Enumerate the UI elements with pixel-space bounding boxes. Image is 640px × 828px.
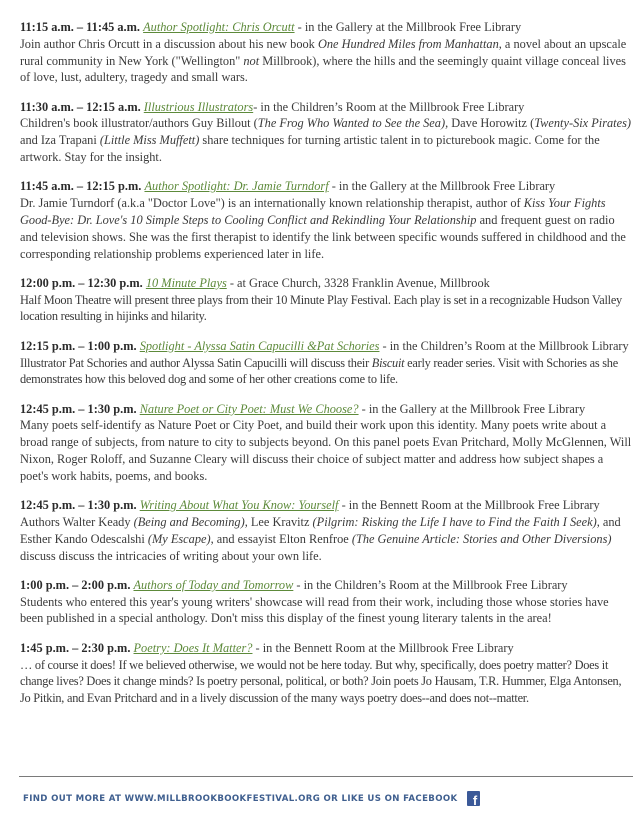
event-description — [20, 594, 632, 628]
book-title: (Pilgrim: Risking the Life I have to Find the Faith I Seek) — [312, 514, 597, 529]
description-text: Many poets self-identify as Nature Poet or City Poet, and build their work upon this identity. Many poets write about a broad range of subjects, from nature to city to subjects beyond. On this panel poets Evan Pritchard, Molly McGlennen, Will Nixon, Roger Roloff, and Suzanne Cleary will discuss their choice of subject matter and address how subject shapes a poet's work habits, poems, and books. — [20, 418, 632, 483]
event-entry — [20, 99, 632, 166]
event-header — [20, 640, 632, 657]
event-time: 12:45 p.m. – 1:30 p.m. — [20, 498, 137, 513]
event-location: - in the Children’s Room at the Millbrook Free Library — [253, 99, 525, 114]
event-location: - in the Gallery at the Millbrook Free Library — [294, 20, 522, 34]
event-description — [20, 36, 632, 86]
book-title: Biscuit — [371, 355, 405, 370]
event-location: - in the Bennett Room at the Millbrook Free Library — [338, 498, 600, 513]
event-entry — [20, 640, 632, 707]
description-text: Dr. Jamie Turndorf (a.k.a "Doctor Love") is an internationally known relationship therapist, author of — [20, 196, 524, 211]
event-time: 11:15 a.m. – 11:45 a.m. — [20, 20, 141, 34]
description-text: and frequent guest on radio and television shows. She was the first therapist to identify the link between specific wounds suffered in childhood and the corresponding relationship problems experienced later in life. — [20, 212, 626, 261]
description-text: early reader series. Visit with Schories as she demonstrates how this beloved dog and some of her other creations come to life. — [20, 355, 618, 387]
book-title: The Frog Who Wanted to See the Sea), — [257, 116, 449, 131]
event-header — [20, 275, 632, 292]
event-time: 11:30 a.m. – 12:15 a.m. — [20, 99, 141, 114]
book-title: Twenty-Six Pirates) — [534, 116, 632, 131]
description-text: Children's book illustrator/authors Guy Billout ( — [20, 116, 258, 131]
description-text: Millbrook), where the hills and the seemingly quaint village conceal lives of love, lust, adultery, tragedy and small wars. — [20, 53, 626, 85]
event-description — [20, 355, 632, 389]
description-text: Authors Walter Keady — [20, 514, 134, 529]
event-time: 12:15 p.m. – 1:00 p.m. — [20, 338, 137, 353]
description-text: share techniques for turning artistic talent in to picturebook magic. Come for the artwork. Stay for the insight. — [20, 133, 600, 165]
event-description — [20, 657, 632, 707]
event-location: - in the Children’s Room at the Millbrook Free Library — [293, 577, 568, 592]
event-title-link[interactable]: Poetry: Does It Matter? — [133, 640, 253, 655]
event-header — [20, 401, 632, 418]
facebook-glyph: f — [472, 793, 478, 808]
event-time: 1:45 p.m. – 2:30 p.m. — [20, 640, 131, 655]
book-title: (Being and Becoming) — [133, 514, 245, 529]
event-time: 11:45 a.m. – 12:15 p.m. — [20, 179, 142, 194]
footer — [23, 791, 480, 806]
event-title-link[interactable]: Author Spotlight: Dr. Jamie Turndorf — [144, 179, 329, 194]
event-header — [20, 497, 632, 514]
event-title-link[interactable]: 10 Minute Plays — [145, 275, 227, 290]
event-location: - in the Bennett Room at the Millbrook Free Library — [252, 640, 514, 655]
event-title-link[interactable]: Authors of Today and Tomorrow — [133, 577, 294, 592]
description-text: Illustrator Pat Schories and author Alyssa Satin Capucilli will discuss their — [20, 355, 372, 370]
book-title: One Hundred Miles from Manhattan — [317, 36, 499, 51]
event-description — [20, 417, 632, 484]
event-description — [20, 195, 632, 262]
book-title: Kiss Your Fights Good-Bye: Dr. Love's 10 Simple Steps to Cooling Conflict and Rekindling Your Relationship — [20, 196, 606, 227]
event-entry — [20, 497, 632, 564]
event-title-link[interactable]: Nature Poet or City Poet: Must We Choose? — [139, 401, 359, 416]
footer-text: FIND OUT MORE AT WWW.MILLBROOKBOOKFESTIVAL.ORG OR LIKE US ON FACEBOOK — [23, 793, 458, 804]
description-text: Join author Chris Orcutt in a discussion about his new book — [20, 36, 318, 51]
description-text: Half Moon Theatre will present three plays from their 10 Minute Play Festival. Each play is set in a recognizable Hudson Valley location resulting in hijinks and hilarity. — [20, 292, 622, 324]
facebook-icon[interactable] — [467, 791, 480, 806]
event-time: 1:00 p.m. – 2:00 p.m. — [20, 577, 134, 592]
event-header — [20, 19, 632, 36]
description-text: Students who entered this year's young writers' showcase will read from their work, including those whose stories have been published in a special anthology. Don't miss this display of the finest young literary talents in the area! — [20, 594, 609, 626]
description-text: , and essayist Elton Renfroe — [210, 531, 352, 546]
event-header — [20, 99, 632, 116]
event-entry — [20, 577, 632, 627]
description-text: Dave Horowitz ( — [448, 116, 535, 131]
event-location: - in the Children’s Room at the Millbrook Library — [379, 338, 629, 353]
description-text: and Iza Trapani — [20, 133, 100, 148]
event-time: 12:00 p.m. – 12:30 p.m. — [20, 275, 143, 290]
event-schedule — [20, 19, 632, 719]
event-title-link[interactable]: Author Spotlight: Chris Orcutt — [143, 20, 295, 34]
event-location: - at Grace Church, 3328 Franklin Avenue, Millbrook — [226, 275, 490, 290]
event-header — [20, 338, 632, 355]
event-entry — [20, 178, 632, 262]
event-title-link[interactable]: Writing About What You Know: Yourself — [139, 498, 339, 513]
event-location: - in the Gallery at the Millbrook Free Library — [358, 401, 586, 416]
event-entry — [20, 275, 632, 325]
book-title: (Little Miss Muffett) — [99, 133, 200, 148]
event-entry — [20, 401, 632, 485]
description-text: , and Esther Kando Odescalshi — [20, 514, 621, 546]
event-header — [20, 577, 632, 594]
description-text: discuss discuss the intricacies of writing about your own life. — [20, 548, 322, 563]
event-header — [20, 178, 632, 195]
event-time: 12:45 p.m. – 1:30 p.m. — [20, 401, 137, 416]
event-description — [20, 292, 632, 326]
event-entry — [20, 338, 632, 388]
description-text: … of course it does! If we believed otherwise, we would not be here today. But why, specifically, does poetry matter? Does it change lives? Does it change minds? Is poetry personal, political, or both? Join poets Jo Hausam, T.R. Hummer, Elga Antonsen, Jo Pitkin, and Evan Pritchard and in a lively discussion of the many ways poetry does--and does not--matter. — [20, 657, 622, 706]
event-title-link[interactable]: Illustrious Illustrators — [143, 99, 254, 114]
book-title: (My Escape) — [147, 531, 211, 546]
event-location: - in the Gallery at the Millbrook Free Library — [328, 179, 556, 194]
event-description — [20, 115, 632, 165]
event-title-link[interactable]: Spotlight - Alyssa Satin Capucilli &Pat Schories — [139, 338, 380, 353]
description-text: , Lee Kravitz — [244, 514, 313, 529]
footer-divider — [19, 776, 633, 777]
event-entry — [20, 19, 632, 86]
event-description — [20, 514, 632, 564]
book-title: not — [243, 53, 260, 68]
book-title: (The Genuine Article: Stories and Other Diversions) — [351, 531, 612, 546]
description-text: , a novel about an upscale rural community in New York ("Wellington" — [20, 36, 627, 68]
